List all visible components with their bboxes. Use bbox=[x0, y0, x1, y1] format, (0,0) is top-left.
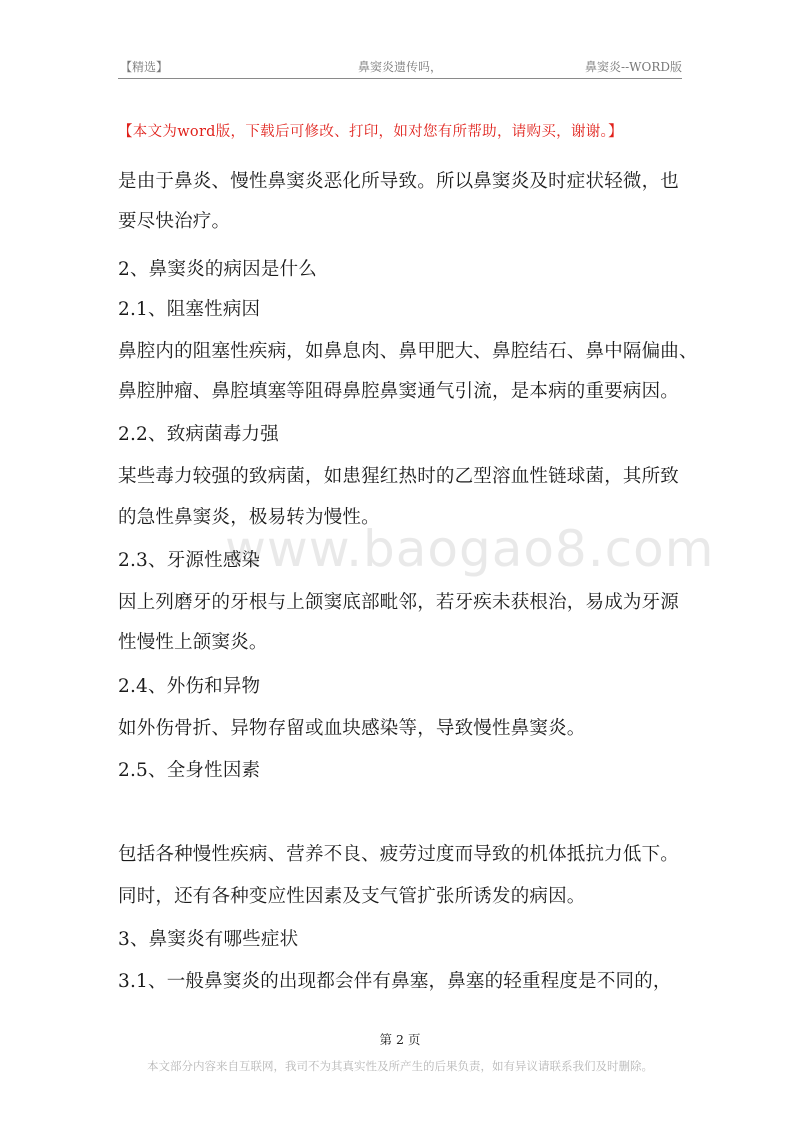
page-footer: 本文部分内容来自互联网，我司不为其真实性及所产生的后果负责，如有异议请联系我们及时删除。 bbox=[147, 1059, 653, 1073]
page-number: 第 2 页 bbox=[379, 1032, 421, 1047]
body-line: 的急性鼻窦炎，极易转为慢性。 bbox=[118, 507, 380, 528]
body-line: 要尽快治疗。 bbox=[118, 211, 231, 232]
watermark: www.baogao8.com bbox=[225, 520, 715, 578]
header-left-text: 【精选】 bbox=[120, 60, 169, 74]
subsection-heading: 2.2、致病菌毒力强 bbox=[118, 424, 279, 445]
body-line: 因上列磨牙的牙根与上颌窦底部毗邻，若牙疾未获根治，易成为牙源 bbox=[118, 592, 680, 613]
page-header bbox=[118, 56, 682, 79]
subsection-heading: 2.1、阻塞性病因 bbox=[118, 299, 261, 320]
subsection-heading: 2.5、全身性因素 bbox=[118, 760, 261, 781]
body-line: 如外伤骨折、异物存留或血块感染等，导致慢性鼻窦炎。 bbox=[118, 718, 586, 739]
section-heading: 2、鼻窦炎的病因是什么 bbox=[118, 259, 317, 280]
body-line: 某些毒力较强的致病菌，如患猩红热时的乙型溶血性链球菌，其所致 bbox=[118, 466, 680, 487]
body-line: 性慢性上颌窦炎。 bbox=[118, 632, 268, 653]
section-heading: 3、鼻窦炎有哪些症状 bbox=[118, 929, 299, 950]
body-line: 同时，还有各种变应性因素及支气管扩张所诱发的病因。 bbox=[118, 886, 586, 907]
subsection-heading: 2.3、牙源性感染 bbox=[118, 550, 261, 571]
header-center-text: 鼻窦炎遗传吗， bbox=[358, 60, 443, 74]
body-line: 是由于鼻炎、慢性鼻窦炎恶化所导致。所以鼻窦炎及时症状轻微，也 bbox=[118, 171, 680, 192]
body-line: 鼻腔内的阻塞性疾病，如鼻息肉、鼻甲肥大、鼻腔结石、鼻中隔偏曲、 bbox=[118, 341, 698, 362]
body-line: 3.1、一般鼻窦炎的出现都会伴有鼻塞，鼻塞的轻重程度是不同的， bbox=[118, 971, 672, 992]
purchase-notice: 【本文为word版，下载后可修改、打印，如对您有所帮助，请购买，谢谢。】 bbox=[118, 124, 623, 140]
header-right-text: 鼻窦炎--WORD版 bbox=[585, 60, 682, 74]
body-line: 鼻腔肿瘤、鼻腔填塞等阻碍鼻腔鼻窦通气引流，是本病的重要病因。 bbox=[118, 381, 680, 402]
subsection-heading: 2.4、外伤和异物 bbox=[118, 676, 261, 697]
body-line: 包括各种慢性疾病、营养不良、疲劳过度而导致的机体抵抗力低下。 bbox=[118, 844, 680, 865]
